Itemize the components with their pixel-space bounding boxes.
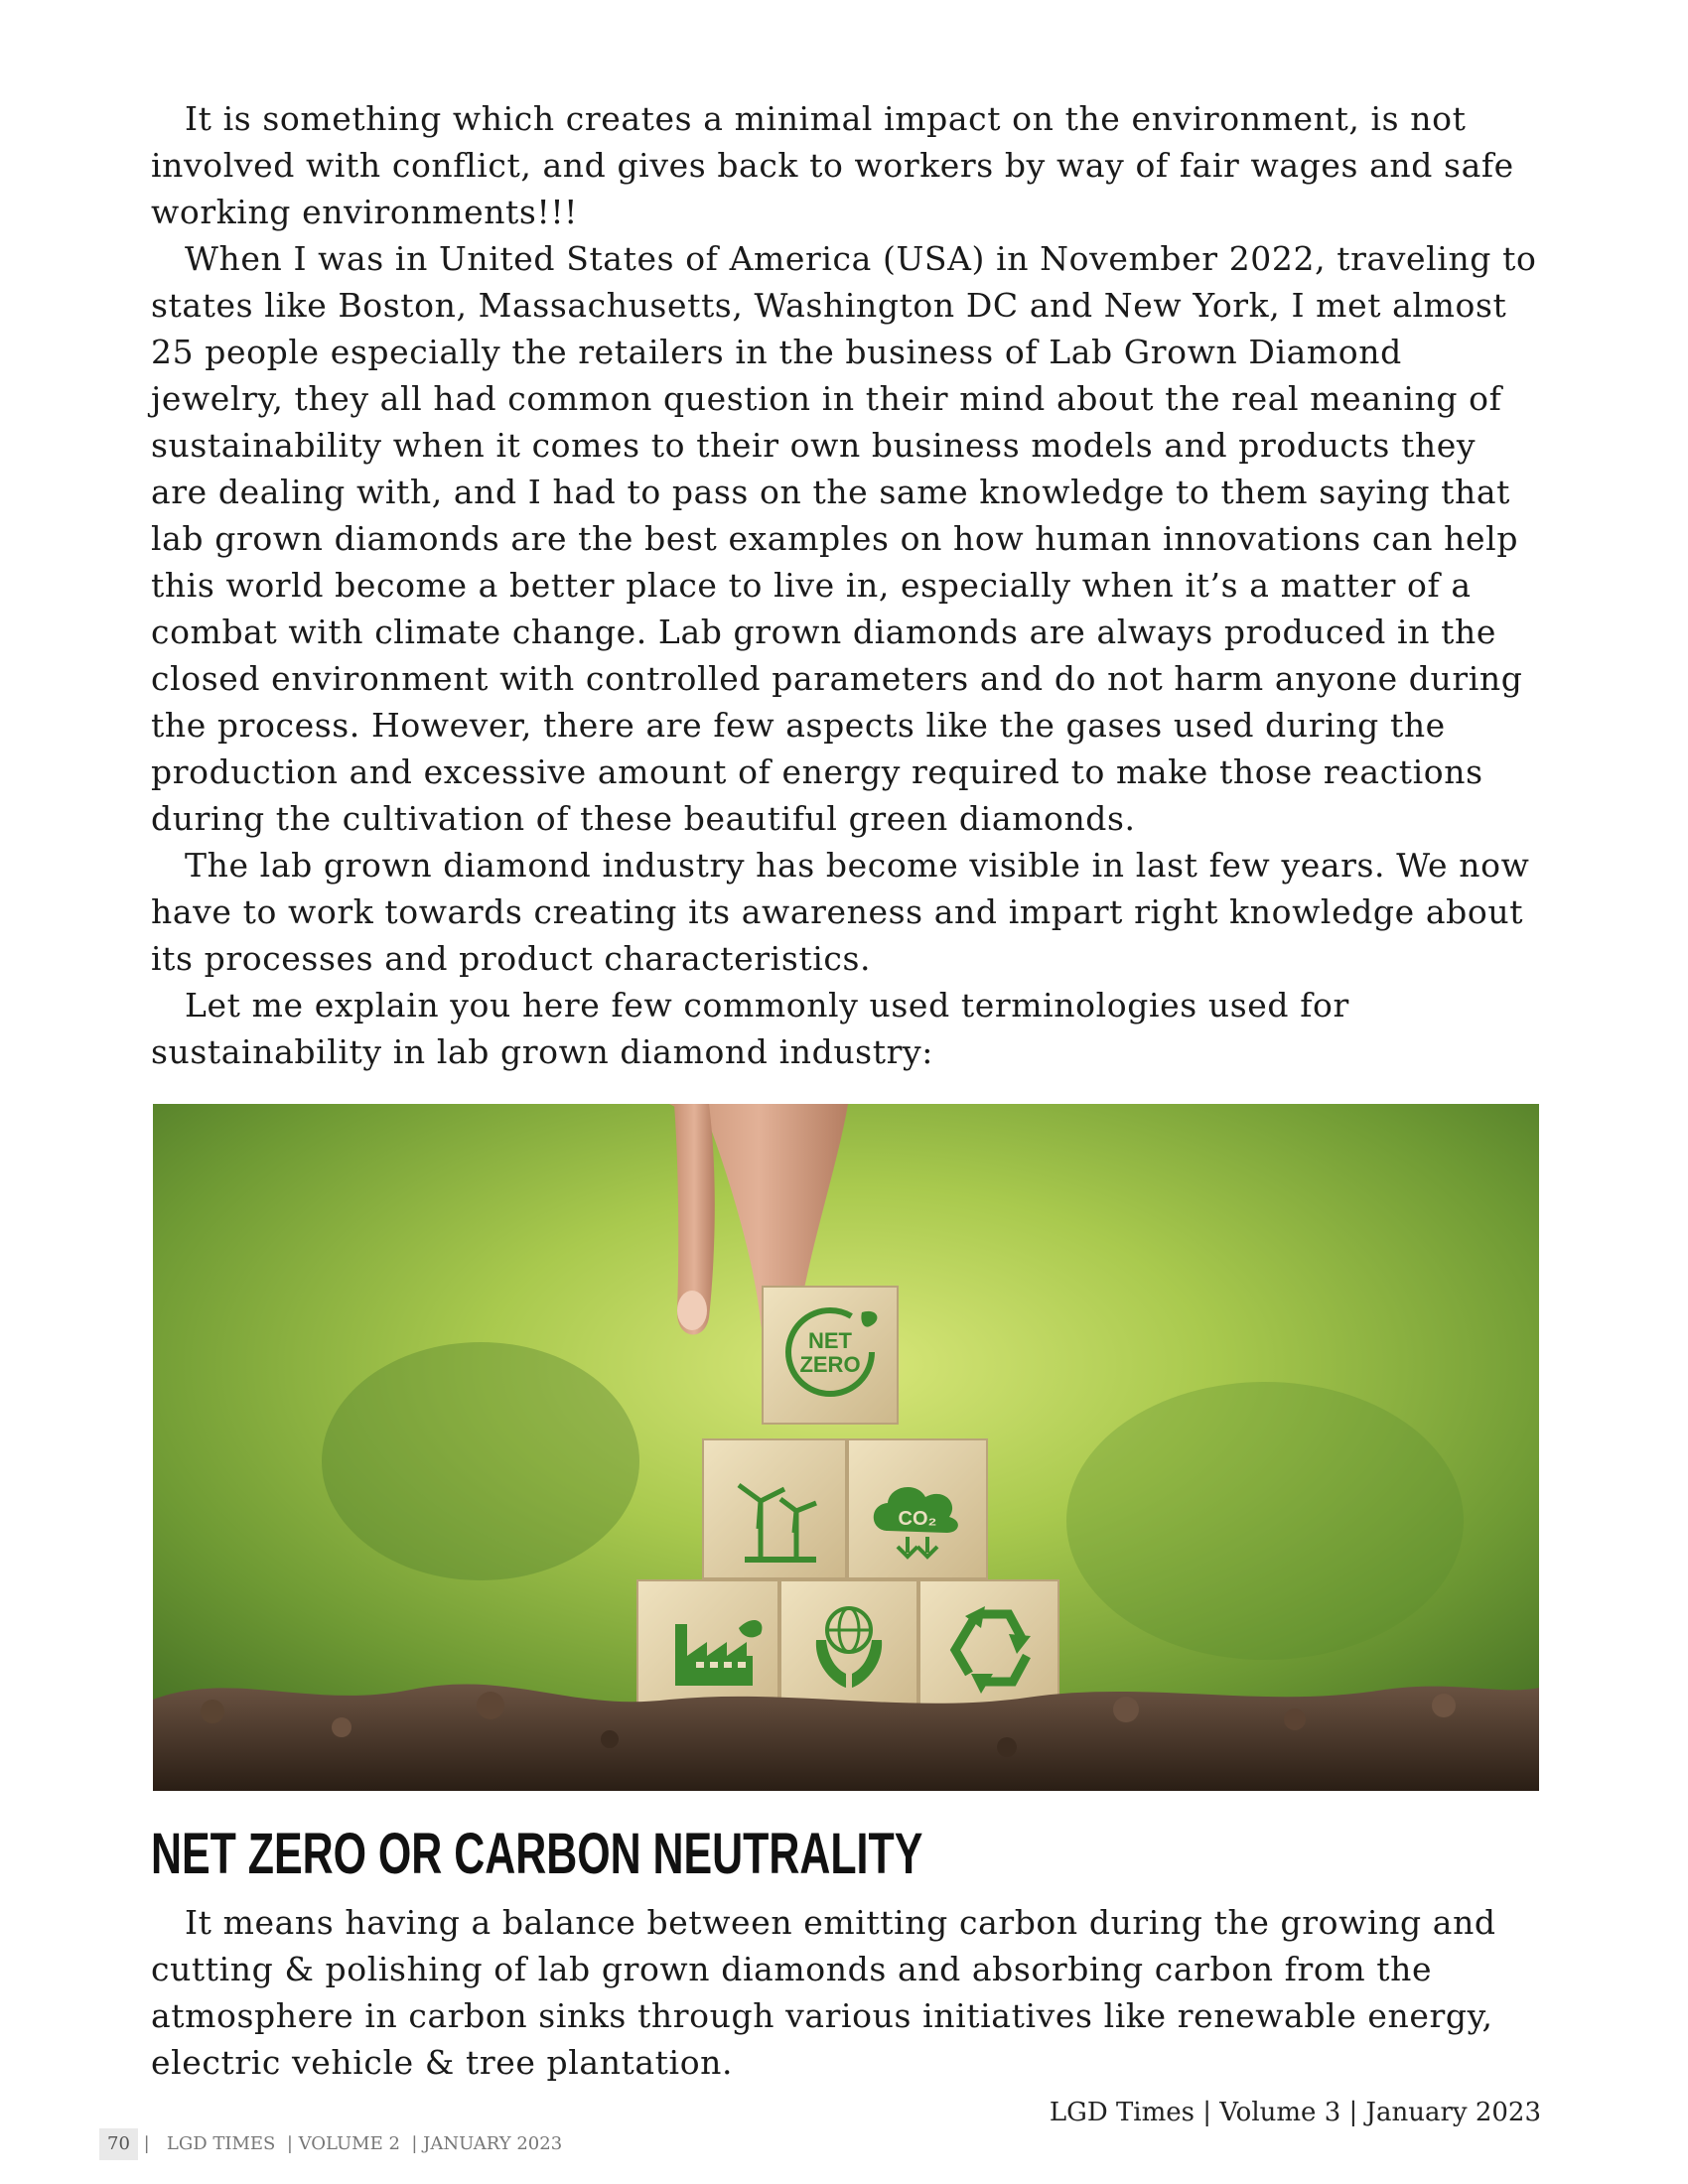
paragraph-1: It is something which creates a minimal impact on the environment, is not involved with conflict, and gives back to workers by way of fair wages and safe working environments!!!: [151, 99, 1514, 231]
co2-label: CO₂: [898, 1508, 937, 1530]
section-paragraph: It means having a balance between emitting carbon during the growing and cutting & polishing of lab grown diamonds and absorbing carbon from the atmosphere in carbon sinks through various initiatives like renewable energy, electric vehicle & tree plantation.: [151, 1903, 1496, 2082]
zero-label: ZERO: [799, 1352, 861, 1377]
paragraph-3: The lab grown diamond industry has become visible in last few years. We now have to work towards creating its awareness and impart right knowledge about its processes and product characteristics.: [151, 846, 1530, 978]
paragraph-4: Let me explain you here few commonly used terminologies used for sustainability in lab grown diamond industry:: [151, 986, 1349, 1071]
co2-block: [848, 1439, 987, 1578]
intro-text: [151, 95, 1541, 1075]
section-heading: NET ZERO OR CARBON NEUTRALITY: [151, 1822, 923, 1886]
wind-turbine-block: [703, 1439, 846, 1578]
section-body: [151, 1899, 1541, 2086]
net-zero-block: [763, 1287, 898, 1424]
footer-right: LGD Times | Volume 3 | January 2023: [1049, 2098, 1541, 2127]
page-number: 70: [99, 2128, 138, 2160]
net-zero-blocks-photo: [153, 1104, 1539, 1791]
paragraph-2: When I was in United States of America (USA) in November 2022, traveling to states like Boston, Massachusetts, Washington DC and New York, I met almost 25 people especially the retailers in the business of Lab Grown Diamond jewelry, they all had common question in their mind about the real meaning of sustainability when it comes to their own business models and products they are dealing with, and I had to pass on the same knowledge to them saying that lab grown diamonds are the best examples on how human innovations can help this world become a better place to live in, especially when it’s a matter of a combat with climate change. Lab grown diamonds are always produced in the closed environment with controlled parameters and do not harm anyone during the process. However, there are few aspects like the gases used during the production and excessive amount of energy required to make those reactions during the cultivation of these beautiful green diamonds.: [151, 239, 1537, 838]
net-label: NET: [808, 1328, 852, 1353]
footer-left: [99, 2128, 562, 2160]
footer-publication: | LGD TIMES | VOLUME 2 | JANUARY 2023: [143, 2133, 563, 2154]
